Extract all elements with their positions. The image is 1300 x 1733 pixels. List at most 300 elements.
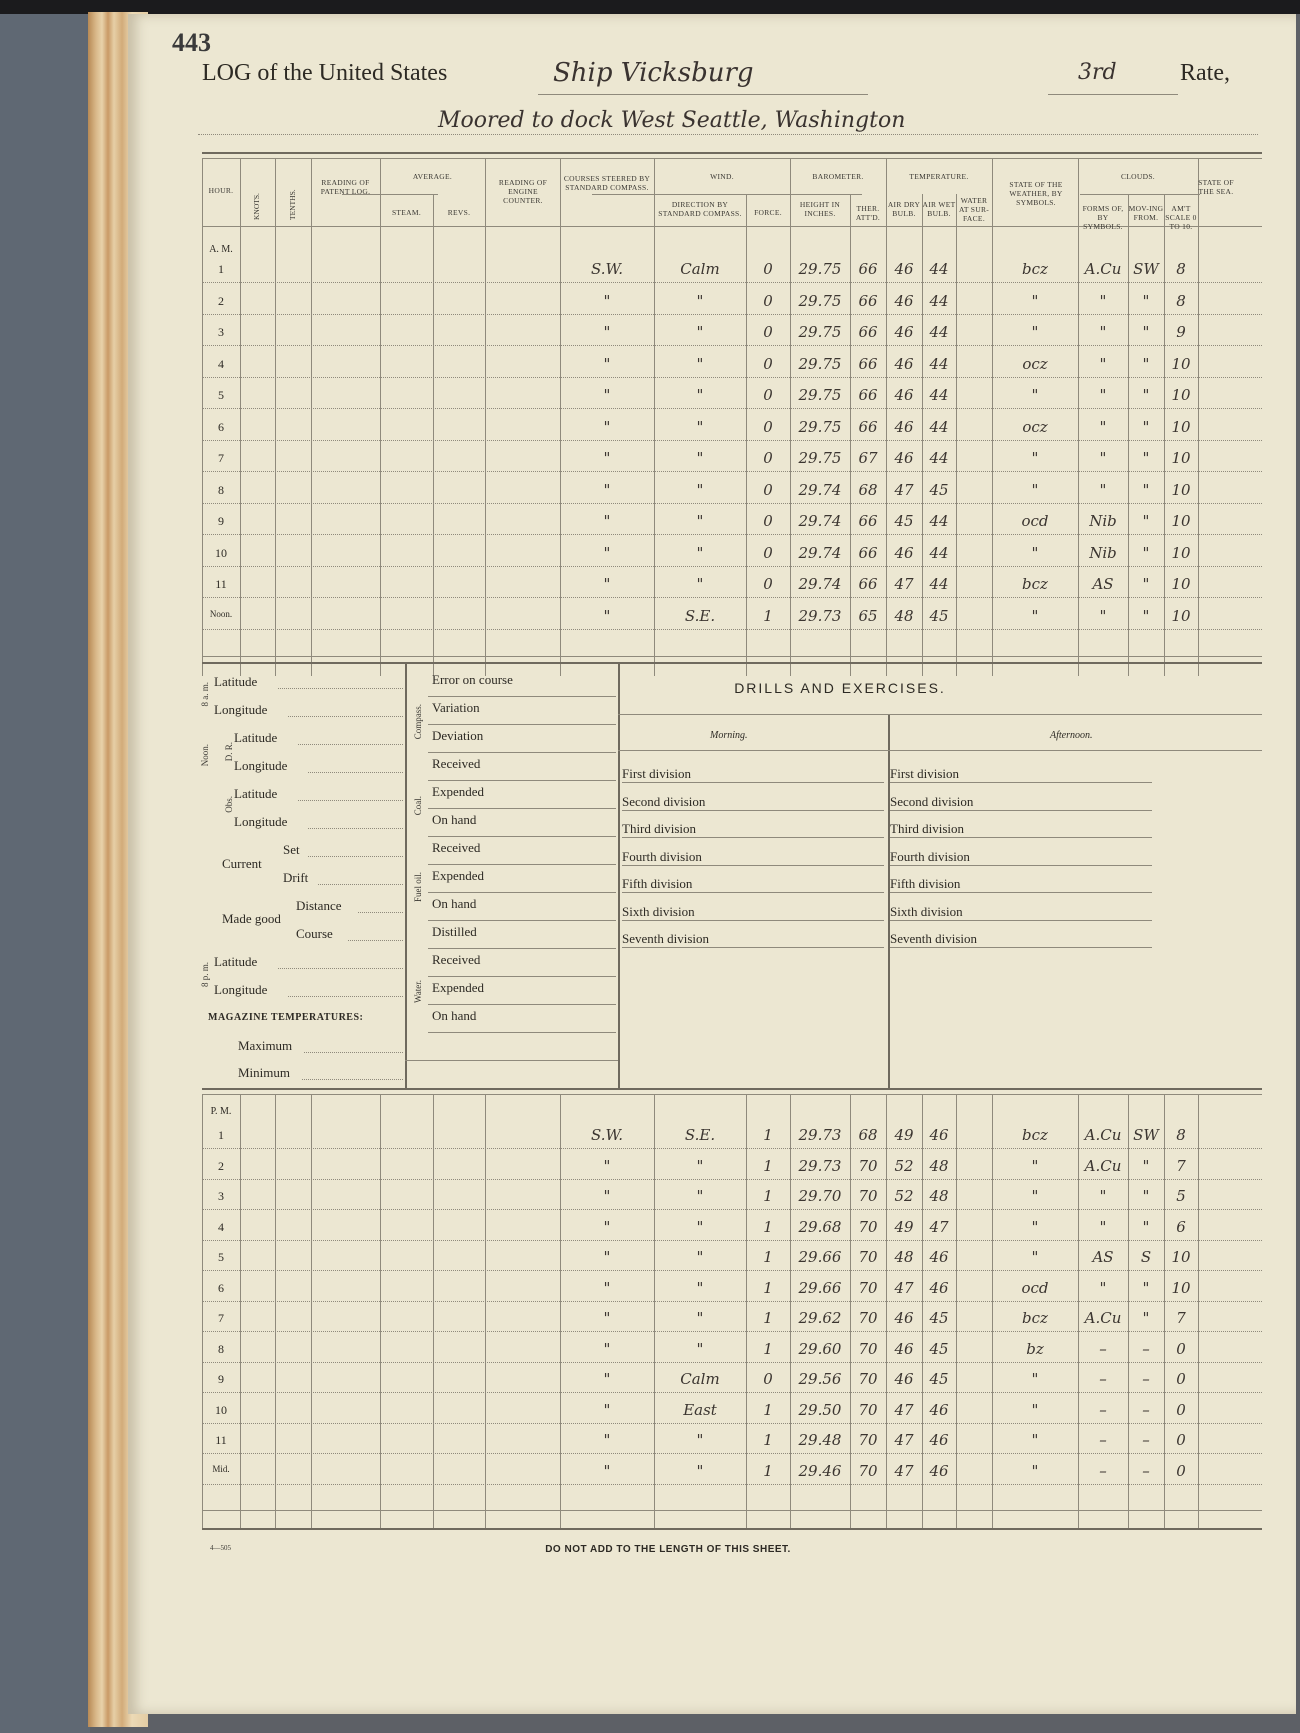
- background-left: [0, 14, 90, 1733]
- cell-height: 29.75: [798, 323, 842, 341]
- pm-col-14: [956, 1094, 957, 1528]
- mid-divider-2: [618, 662, 620, 1090]
- hour-label: 1: [218, 1128, 224, 1142]
- cell-forms: –: [1099, 1431, 1107, 1449]
- cell-dry: 47: [894, 1278, 914, 1297]
- cell-ther: 66: [858, 386, 878, 404]
- obs-long-line: [308, 828, 403, 829]
- row-rule: [202, 1453, 1262, 1454]
- row-rule: [202, 471, 1262, 472]
- cell-course: ": [603, 1217, 611, 1236]
- cell-dir: Calm: [680, 260, 720, 278]
- cell-dir: ": [696, 1339, 704, 1358]
- hdr-forms: FORMS OF, BY SYMBOLS.: [1082, 204, 1124, 231]
- location-underline: [198, 134, 1258, 135]
- cell-wet: 44: [929, 260, 949, 278]
- water-received-line: [428, 976, 616, 977]
- cell-dry: 47: [894, 480, 914, 499]
- cell-amt: 0: [1176, 1431, 1186, 1449]
- made-good-label: Made good: [222, 911, 281, 926]
- cell-course: ": [603, 1278, 611, 1297]
- afternoon-label: Afternoon.: [1050, 730, 1093, 741]
- cell-force: 1: [763, 1278, 773, 1297]
- cell-weather: ocz: [1022, 354, 1048, 373]
- water-distilled-line: [428, 948, 616, 949]
- cell-course: ": [603, 323, 611, 341]
- cell-course: ": [603, 575, 611, 593]
- hour-label: 5: [218, 388, 224, 402]
- cell-amt: 8: [1176, 1126, 1186, 1144]
- cell-forms: ": [1099, 1278, 1107, 1297]
- cell-ther: 70: [858, 1339, 878, 1358]
- hour-label: 2: [218, 293, 224, 308]
- variation-label: Variation: [432, 700, 480, 715]
- row-rule: [202, 1331, 1262, 1332]
- afternoon-division-1: First division: [890, 766, 959, 781]
- cell-amt: 10: [1171, 543, 1191, 562]
- error-line: [428, 696, 616, 697]
- hdr-water: WATER AT SUR-FACE.: [958, 196, 990, 223]
- cell-height: 29.66: [798, 1248, 842, 1266]
- cell-moving: –: [1142, 1339, 1150, 1358]
- hdr-revs: REVS.: [447, 208, 471, 217]
- cell-weather: ": [1031, 1431, 1039, 1449]
- cell-forms: A.Cu: [1084, 260, 1122, 278]
- cell-height: 29.73: [798, 1156, 842, 1175]
- mid-bottom: [202, 1088, 1262, 1090]
- cell-moving: ": [1142, 512, 1150, 530]
- division-rule: [622, 892, 884, 893]
- distance-line: [358, 912, 403, 913]
- cell-forms: ": [1099, 1187, 1107, 1205]
- cell-wet: 44: [929, 512, 949, 530]
- cell-force: 1: [763, 606, 773, 625]
- pm-col-3: [311, 1094, 312, 1528]
- row-rule: [202, 566, 1262, 567]
- fuel-received: Received: [432, 840, 481, 855]
- water-received: Received: [432, 952, 481, 967]
- cell-ther: 66: [858, 575, 878, 593]
- cell-moving: –: [1142, 1370, 1150, 1388]
- pm-col-2: [275, 1094, 276, 1528]
- cell-wet: 47: [929, 1217, 949, 1236]
- hdr-force: FORCE.: [754, 208, 782, 217]
- afternoon-division-4: Fourth division: [890, 848, 970, 864]
- cell-force: 0: [763, 291, 773, 310]
- cell-amt: 10: [1171, 354, 1191, 373]
- set-line: [308, 856, 403, 857]
- pm-label: P. M.: [210, 1106, 232, 1117]
- cell-amt: 5: [1176, 1187, 1186, 1205]
- cell-wet: 45: [929, 606, 949, 625]
- cell-dir: ": [696, 417, 704, 436]
- water-distilled: Distilled: [432, 924, 477, 939]
- pm-col-6: [485, 1094, 486, 1528]
- cell-wet: 46: [929, 1126, 949, 1144]
- cell-moving: ": [1142, 417, 1150, 436]
- cell-ther: 70: [858, 1187, 878, 1205]
- cell-weather: bz: [1026, 1339, 1044, 1358]
- am-latitude-line: [278, 688, 403, 689]
- cell-weather: ": [1031, 543, 1039, 562]
- cell-forms: ": [1099, 480, 1107, 499]
- fuel-expended-line: [428, 892, 616, 893]
- cell-dry: 52: [894, 1156, 914, 1175]
- hour-label: 10: [215, 545, 227, 560]
- cell-amt: 10: [1171, 480, 1191, 499]
- cell-moving: ": [1142, 606, 1150, 625]
- water-expended: Expended: [432, 980, 484, 995]
- cell-wet: 45: [929, 480, 949, 499]
- cell-course: ": [603, 1187, 611, 1205]
- row-rule: [202, 597, 1262, 598]
- cell-dir: ": [696, 449, 704, 467]
- cell-moving: ": [1142, 291, 1150, 310]
- cell-amt: 10: [1171, 1248, 1191, 1266]
- hdr-hour: HOUR.: [208, 186, 234, 195]
- cell-dry: 49: [894, 1217, 914, 1236]
- hdr-weather: STATE OF THE WEATHER, BY SYMBOLS.: [1009, 180, 1063, 207]
- cell-force: 0: [763, 386, 773, 404]
- cell-dry: 46: [894, 417, 914, 436]
- dr-lat-line: [298, 744, 403, 745]
- col-edge-2: [275, 158, 276, 676]
- cell-wet: 44: [929, 417, 949, 436]
- cell-moving: –: [1142, 1431, 1150, 1449]
- cell-height: 29.73: [798, 606, 842, 625]
- col-edge-5: [433, 194, 434, 676]
- ship-underline: [538, 94, 868, 95]
- cell-course: ": [603, 386, 611, 404]
- cell-wet: 45: [929, 1309, 949, 1327]
- cell-height: 29.70: [798, 1187, 842, 1205]
- hour-label: 7: [218, 451, 224, 465]
- pm-col-0: [202, 1094, 203, 1528]
- col-edge-14: [956, 194, 957, 676]
- water-bottom-line: [405, 1060, 618, 1061]
- cell-weather: ": [1031, 449, 1039, 467]
- hdr-direction: DIRECTION BY STANDARD COMPASS.: [658, 200, 742, 218]
- hdr-courses: COURSES STEERED BY STANDARD COMPASS.: [563, 174, 651, 192]
- hour-label: 6: [218, 1280, 224, 1295]
- pm-col-4: [380, 1094, 381, 1528]
- cell-dir: ": [696, 1431, 704, 1449]
- cell-weather: ": [1031, 1400, 1039, 1419]
- cell-weather: ": [1031, 1217, 1039, 1236]
- hdr-clouds: CLOUDS.: [1121, 172, 1155, 181]
- cell-dir: ": [696, 1248, 704, 1266]
- cell-dir: East: [683, 1400, 717, 1419]
- division-rule: [890, 782, 1152, 783]
- hour-label: 4: [218, 356, 224, 371]
- cell-force: 0: [763, 449, 773, 467]
- pm-latitude: Latitude: [214, 954, 258, 969]
- hdr-amt: AM'T SCALE 0 TO 10.: [1165, 204, 1197, 231]
- division-rule: [622, 782, 884, 783]
- cell-dir: ": [696, 1187, 704, 1205]
- cell-ther: 70: [858, 1370, 878, 1388]
- deviation-line: [428, 752, 616, 753]
- cell-force: 1: [763, 1461, 773, 1480]
- cell-forms: A.Cu: [1084, 1126, 1122, 1144]
- cell-amt: 10: [1171, 417, 1191, 436]
- cell-dir: ": [696, 480, 704, 499]
- magazine-label: MAGAZINE TEMPERATURES:: [208, 1012, 364, 1023]
- cell-ther: 66: [858, 354, 878, 373]
- row-rule: [202, 1484, 1262, 1485]
- cell-weather: ": [1031, 606, 1039, 625]
- cell-dry: 45: [894, 512, 914, 530]
- cell-forms: ": [1099, 386, 1107, 404]
- obs-longitude: Longitude: [234, 814, 288, 829]
- hour-label: 3: [218, 1189, 224, 1203]
- drills-top-line: [618, 714, 1262, 715]
- division-rule: [622, 920, 884, 921]
- cell-dir: ": [696, 1461, 704, 1480]
- hour-label: 10: [215, 1402, 227, 1417]
- morning-division-2: Second division: [622, 793, 706, 809]
- row-rule: [202, 1240, 1262, 1241]
- rate-value: 3rd: [1078, 60, 1117, 85]
- row-rule: [202, 408, 1262, 409]
- cell-ther: 70: [858, 1461, 878, 1480]
- cell-wet: 44: [929, 449, 949, 467]
- pm-top-line: [202, 1094, 1262, 1095]
- cell-ther: 66: [858, 417, 878, 436]
- fuel-onhand-line: [428, 920, 616, 921]
- cell-dry: 52: [894, 1187, 914, 1205]
- cell-moving: ": [1142, 543, 1150, 562]
- cell-course: ": [603, 543, 611, 562]
- cell-height: 29.60: [798, 1339, 842, 1358]
- cell-dir: ": [696, 575, 704, 593]
- cell-forms: –: [1099, 1339, 1107, 1358]
- coal-on-hand: On hand: [432, 812, 477, 827]
- cell-dir: S.E.: [684, 1126, 716, 1144]
- morning-division-5: Fifth division: [622, 876, 693, 891]
- cell-force: 0: [763, 575, 773, 593]
- footer-note: DO NOT ADD TO THE LENGTH OF THIS SHEET.: [545, 1544, 791, 1555]
- water-side: Water.: [413, 980, 423, 1004]
- cell-height: 29.74: [798, 512, 842, 530]
- morning-division-6: Sixth division: [622, 903, 695, 919]
- coal-received-line: [428, 780, 616, 781]
- cell-wet: 45: [929, 1370, 949, 1388]
- cell-forms: ": [1099, 323, 1107, 341]
- division-rule: [890, 920, 1152, 921]
- hour-label: 11: [215, 1433, 227, 1447]
- cell-dir: ": [696, 1156, 704, 1175]
- cell-dry: 46: [894, 354, 914, 373]
- morning-division-4: Fourth division: [622, 848, 702, 864]
- hour-label: Mid.: [212, 1463, 230, 1474]
- drift-label: Drift: [283, 870, 309, 885]
- cell-amt: 10: [1171, 512, 1191, 530]
- cell-force: 0: [763, 260, 773, 278]
- cell-moving: S: [1140, 1248, 1152, 1266]
- cell-course: S.W.: [590, 1126, 624, 1144]
- hour-label: 4: [218, 1219, 224, 1234]
- cell-dry: 46: [894, 449, 914, 467]
- cell-wet: 46: [929, 1278, 949, 1297]
- cell-ther: 68: [858, 480, 878, 499]
- cell-course: ": [603, 606, 611, 625]
- cell-height: 29.66: [798, 1278, 842, 1297]
- row-rule: [202, 1270, 1262, 1271]
- row-rule: [202, 534, 1262, 535]
- hour-label: 8: [218, 482, 224, 497]
- clouds-divider: [1080, 194, 1200, 195]
- cell-weather: ": [1031, 1248, 1039, 1266]
- pm-bottom-1: [202, 1510, 1262, 1511]
- compass-side: Compass.: [413, 704, 423, 740]
- cell-ther: 70: [858, 1400, 878, 1419]
- afternoon-division-7: Seventh division: [890, 931, 978, 946]
- cell-amt: 8: [1176, 291, 1186, 310]
- cell-amt: 10: [1171, 449, 1191, 467]
- coal-expended: Expended: [432, 784, 484, 799]
- cell-dry: 46: [894, 260, 914, 278]
- cell-dir: ": [696, 291, 704, 310]
- cell-course: ": [603, 1461, 611, 1480]
- col-edge-1: [240, 158, 241, 676]
- wind-baro-divider: [592, 194, 862, 195]
- cell-dry: 46: [894, 386, 914, 404]
- hour-label: 6: [218, 419, 224, 434]
- cell-wet: 44: [929, 543, 949, 562]
- cell-weather: ocd: [1021, 1278, 1049, 1297]
- cell-forms: AS: [1092, 1248, 1114, 1266]
- top-table-border: [202, 152, 1262, 154]
- hour-label: 2: [218, 1158, 224, 1173]
- cell-force: 0: [763, 417, 773, 436]
- dr-latitude: Latitude: [234, 730, 278, 745]
- cell-force: 0: [763, 323, 773, 341]
- log-sheet: [128, 14, 1296, 1714]
- cell-wet: 48: [929, 1156, 949, 1175]
- cell-forms: ": [1099, 606, 1107, 625]
- cell-ther: 70: [858, 1431, 878, 1449]
- cell-dir: ": [696, 1278, 704, 1297]
- row-rule: [202, 1423, 1262, 1424]
- cell-force: 1: [763, 1156, 773, 1175]
- cell-wet: 48: [929, 1187, 949, 1205]
- cell-dir: ": [696, 354, 704, 373]
- cell-height: 29.62: [798, 1309, 842, 1327]
- cell-wet: 44: [929, 354, 949, 373]
- error-on-course: Error on course: [432, 672, 513, 687]
- distance-label: Distance: [296, 898, 342, 913]
- cell-height: 29.75: [798, 354, 842, 373]
- fuel-expended: Expended: [432, 868, 484, 883]
- cell-height: 29.73: [798, 1126, 842, 1144]
- cell-weather: ocz: [1022, 417, 1048, 436]
- course-label: Course: [296, 926, 333, 941]
- cell-ther: 70: [858, 1217, 878, 1236]
- set-label: Set: [283, 842, 300, 857]
- cell-forms: –: [1099, 1400, 1107, 1419]
- col-edge-19: [1198, 158, 1199, 676]
- am-longitude: Longitude: [214, 702, 268, 717]
- division-rule: [890, 947, 1152, 948]
- minimum-label: Minimum: [238, 1065, 291, 1080]
- division-rule: [890, 810, 1152, 811]
- cell-dir: ": [696, 512, 704, 530]
- cell-amt: 10: [1171, 1278, 1191, 1297]
- cell-moving: ": [1142, 1156, 1150, 1175]
- cell-course: ": [603, 1156, 611, 1175]
- cell-course: ": [603, 417, 611, 436]
- am-longitude-line: [288, 716, 403, 717]
- pm-long-line: [288, 996, 403, 997]
- hdr-average: AVERAGE.: [412, 172, 453, 181]
- afternoon-division-6: Sixth division: [890, 903, 963, 919]
- cell-ther: 66: [858, 291, 878, 310]
- cell-weather: bcz: [1022, 260, 1048, 278]
- cell-weather: bcz: [1022, 575, 1048, 593]
- cell-course: ": [603, 1339, 611, 1358]
- water-onhand-line: [428, 1032, 616, 1033]
- hdr-ther: THER. ATT'D.: [855, 204, 881, 222]
- cell-ther: 70: [858, 1156, 878, 1175]
- cell-amt: 0: [1176, 1370, 1186, 1388]
- row-rule: [202, 314, 1262, 315]
- am-side-label: 8 a. m.: [200, 682, 210, 707]
- row-rule: [202, 1362, 1262, 1363]
- cell-ther: 66: [858, 260, 878, 278]
- cell-wet: 44: [929, 323, 949, 341]
- cell-dir: ": [696, 1217, 704, 1236]
- cell-force: 0: [763, 480, 773, 499]
- hdr-air-dry: AIR DRY BULB.: [887, 200, 921, 218]
- cell-dry: 49: [894, 1126, 914, 1144]
- cell-forms: ": [1099, 417, 1107, 436]
- pm-col-5: [433, 1094, 434, 1528]
- hour-label: 1: [218, 262, 224, 276]
- cell-ther: 66: [858, 543, 878, 562]
- division-rule: [622, 837, 884, 838]
- hdr-air-wet: AIR WET BULB.: [922, 200, 956, 218]
- afternoon-division-3: Third division: [890, 821, 965, 836]
- row-rule: [202, 1148, 1262, 1149]
- cell-wet: 46: [929, 1461, 949, 1480]
- cell-dir: ": [696, 323, 704, 341]
- pm-col-19: [1198, 1094, 1199, 1528]
- cell-force: 1: [763, 1309, 773, 1327]
- cell-force: 1: [763, 1431, 773, 1449]
- cell-moving: ": [1142, 1187, 1150, 1205]
- cell-amt: 10: [1171, 575, 1191, 593]
- cell-wet: 46: [929, 1400, 949, 1419]
- cell-height: 29.74: [798, 480, 842, 499]
- cell-wet: 46: [929, 1431, 949, 1449]
- cell-ther: 68: [858, 1126, 878, 1144]
- division-rule: [622, 947, 884, 948]
- cell-wet: 44: [929, 291, 949, 310]
- cell-wet: 46: [929, 1248, 949, 1266]
- cell-ther: 70: [858, 1278, 878, 1297]
- coal-onhand-line: [428, 836, 616, 837]
- cell-amt: 9: [1176, 323, 1186, 341]
- cell-dry: 46: [894, 323, 914, 341]
- am-label: A. M.: [209, 244, 233, 255]
- current-label: Current: [222, 856, 262, 871]
- coal-side: Coal.: [413, 796, 423, 816]
- cell-weather: ": [1031, 291, 1039, 310]
- hdr-moving: MOV-ING FROM.: [1128, 204, 1164, 222]
- am-bottom-2: [202, 662, 1262, 664]
- course-line: [348, 940, 403, 941]
